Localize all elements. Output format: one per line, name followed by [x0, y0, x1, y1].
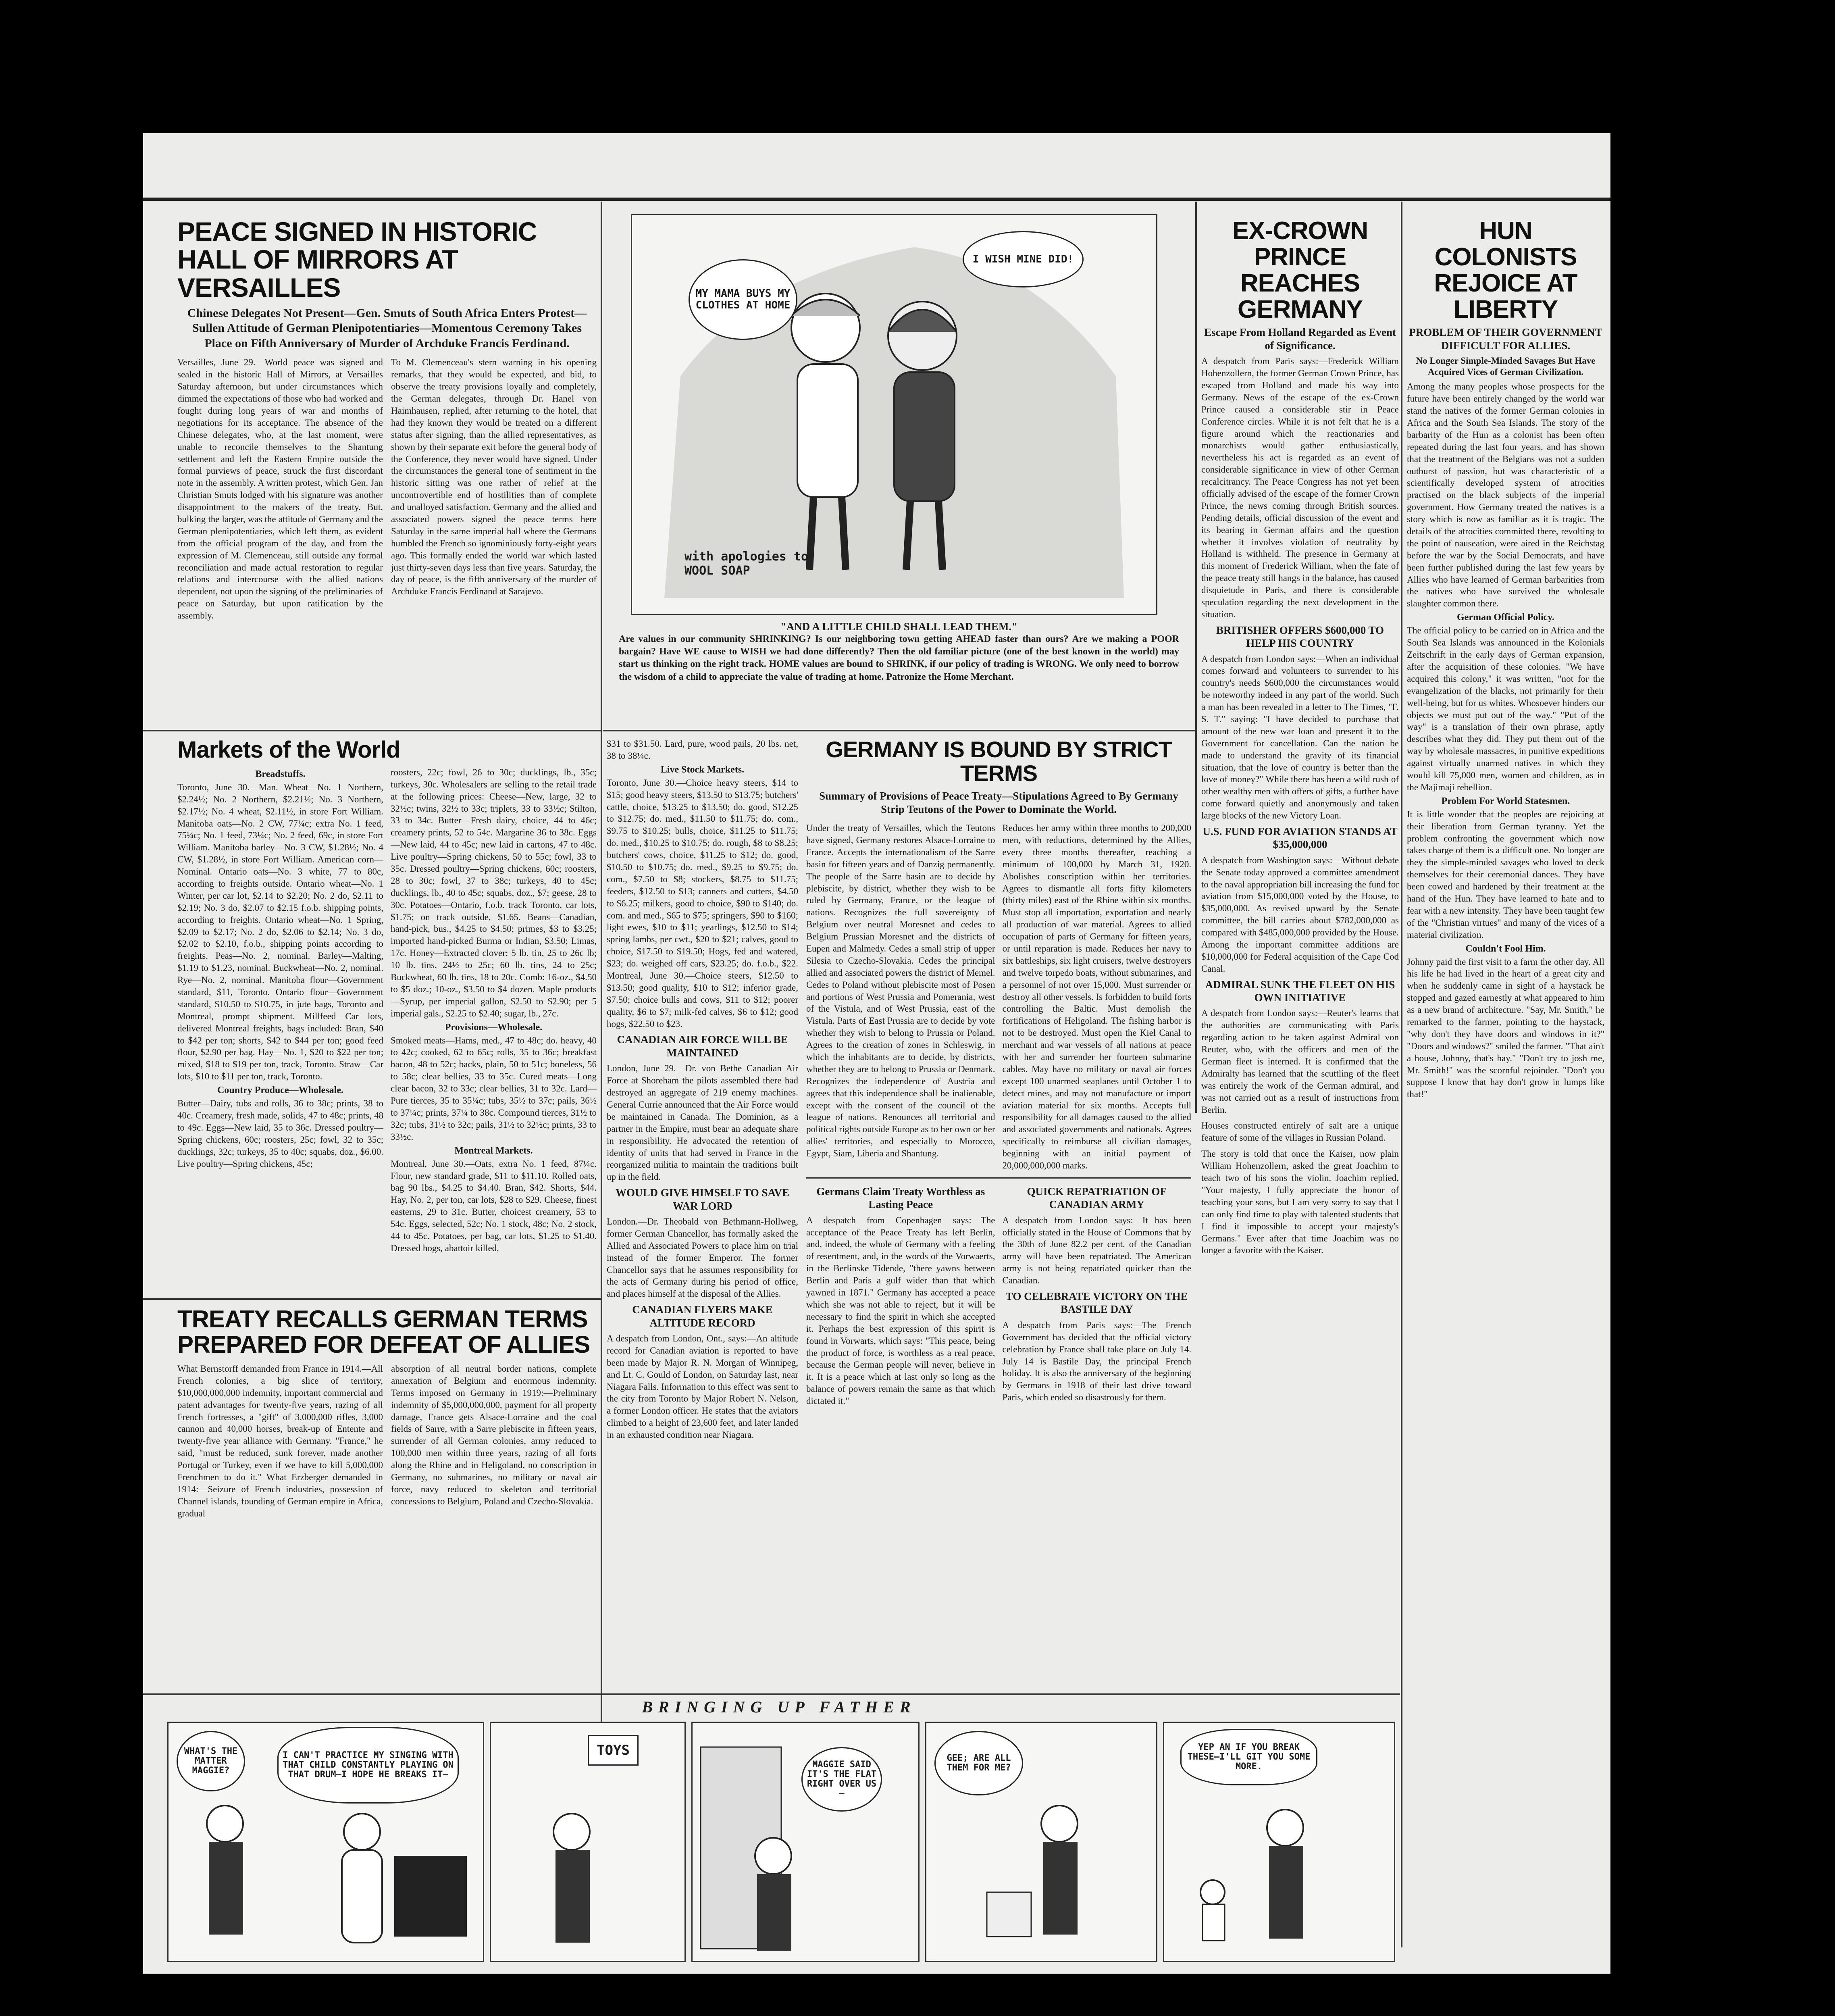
comic-panel-2 [490, 1722, 686, 1962]
breadstuffs-text: Toronto, June 30.—Man. Wheat—No. 1 Northern, $2.24½; No. 2 Northern, $2.21½; No. 3 Northern, $2.17½; No. 4 wheat, $2.11½, in store Fort William. Manitoba oats—No. 2 CW, 77¼c; extra No. 1 feed, 75¼c; No. 1 feed, 73¼c; No. 2 feed, 69c, in store Fort William. Manitoba barley—No. 3 CW, $1.28½; No. 4 CW, $1.28½, in store Fort William. American corn—Nominal. Ontario oats—No. 3 white, 77 to 80c, according to freights outside. Ontario wheat—No. 1 Winter, per car lot, $2.14 to $2.20; No. 2 do, $2.11 to $2.19; No. 3 do, $2.07 to $2.15 f.o.b. shipping points, according to freights. Ontario wheat—No. 1 Spring, $2.09 to $2.17; No. 2 do, $2.06 to $2.14; No. 3 do, $2.02 to $2.10, f.o.b., shipping points according to freights. Peas—No. 2, nominal. Barley—Malting, $1.19 to $1.23, nominal. Buckwheat—No. 2, nominal. Rye—No. 2, nominal. Manitoba flour—Government standard, $11, Toronto. Ontario flour—Government standard, $10.50 to $10.75, in jute bags, Toronto and Montreal, prompt shipment. Millfeed—Car lots, delivered Montreal freights, bags included: Bran, $40 to $42 per ton; shorts, $42 to $44 per ton; good feed flour, $2.90 per bag. Hay—No. 1, $20 to $22 per ton; mixed, $18 to $19 per ton, track, Toronto. Straw—Car lots, $10 to $11 per ton, track, Toronto. [177, 782, 383, 1082]
livestock-subhead: Live Stock Markets. [660, 764, 745, 775]
retail-text: roosters, 22c; fowl, 26 to 30c; ducklings, lb., 35c; turkeys, 30c. Wholesalers are selling to the retail trade at the following prices: Cheese—New, large, 32 to 32½c; twins, 32½ to 33c; triplets, 33 to 33½c; Stilton, 33 to 34c. Butter—Fresh dairy, choice, 44 to 46c; creamery prints, 52 to 54c. Margarine 36 to 38c. Eggs—New laid, 44 to 45c; new laid in cartons, 47 to 48c. Live poultry—Spring chickens, 50 to 55c; fowl, 33 to 35c. Dressed poultry—Spring chickens, 60c; roosters, 28 to 30c; fowl, 37 to 38c; turkeys, 40 to 45c; ducklings, lb., 40 to 45c; squabs, doz., $7; geese, 28 to 30c. Potatoes—Ontario, f.o.b. track Toronto, car lots, $1.75; on track outside, $1.65. Beans—Canadian, hand-pick, bus., $4.25 to $4.50; primes, $3 to $3.25; imported hand-picked Burma or Indian, $3.50; Limas, 17c. Honey—Extracted clover: 5 lb. tin, 25 to 26c lb; 10 lb. tins, 24½ to 25c; 60 lb. tins, 24 to 25c; Buckwheat, 60 lb. tins, 18 to 20c. Comb: 16-oz., $4.50 to $5 doz.; 10-oz., $3.50 to $4 dozen. Maple products—Syrup, per imperial gallon, $2.50 to $2.90; per 5 imperial gals., $2.25 to $2.40; sugar, lb., 27c. [391, 767, 597, 1018]
claim-text: A despatch from Copenhagen says:—The acceptance of the Peace Treaty has left Berlin, and, indeed, the whole of Germany with a feeling of resentment, and, in the words of the Vorwaerts, in the Berlinske Tidende, "there yawns between Berlin and Paris a gulf wider than that which yawned in 1871." Germany has accepted a peace which she was not able to reject, but it will be necessary to find the spirit in which she accepted it. Perhaps the best expression of this spirit is found in Vorwarts, which says: "This peace, being the product of force, is worthless as a real peace, because the German people will never, believe in it. It is a peace which at last only so long as the balance of powers remain the same as that which dictated it." [806, 1215, 995, 1406]
bastile-headline: TO CELEBRATE VICTORY ON THE BASTILE DAY [1005, 1290, 1188, 1316]
treaty-text-col2: absorption of all neutral border nations, complete annexation of Belgium and enormous indemnity. Terms imposed on Germany in 1919:—Preliminary indemnity of $5,000,000,000, payment for all property damage, France gets Alsace-Lorraine and the coal fields of Sarre, with a Sarre plebiscite in fifteen years, surrender of all German colonies, army reduced to 100,000 men within three years, razing of all forts along the Rhine and in Heligoland, no conscription in Germany, no submarines, no military or naval air force, navy reduced to skeleton and territorial concessions to Belgium, Poland and Czecho-Slovakia. [391, 1364, 597, 1506]
provisions-subhead: Provisions—Wholesale. [445, 1022, 543, 1033]
comic-panel-4 [925, 1722, 1157, 1962]
claim-headline: Germans Claim Treaty Worthless as Lasting Peace [816, 1185, 985, 1211]
peace-headline: PEACE SIGNED IN HISTORIC HALL OF MIRRORS AT VERSAILLES [177, 218, 537, 302]
salt-houses-text: Houses constructed entirely of salt are a unique feature of some of the villages in Russian Poland. [1201, 1120, 1399, 1143]
speech-bubble-left: MY MAMA BUYS MY CLOTHES AT HOME [689, 259, 797, 340]
strict-terms-left: Under the treaty of Versailles, which the Teutons have signed, Germany restores Alsace-Lorraine to France. Accepts the internationalism of the Sarre basin for fifteen years and of Danzig permanently. The people of the Sarre basin are to decide by plebiscite, by district, whether they wish to be ruled by Germany, France, or the league of nations. Recognizes the full sovereignty of Belgium over neutral Moresnet and cedes to Belgium Prussian Moresnet and the districts of Eupen and Malmedy. Cedes a small strip of upper Silesia to Czecho-Slovakia. Cedes the principal allied and associated powers the district of Memel. Cedes to Poland without plebiscite most of Posen and portions of West Prussia and Pomerania, west of the Vistula, and of West Prussia, east of the Vistula. Parts of East Prussia are to decide by vote whether they wish to belong to Prussia or Poland. Agrees to the creation of zones in Schleswig, in which the inhabitants are to decide, by districts, whether they are to belong to Prussia or Denmark. Recognizes the independence of Austria and agrees that this independence shall be inalienable, except with the consent of the council of the league of nations. Renounces all territorial and political rights outside Europe as to her own or her allies' territories, and especially to Morocco, Egypt, Siam, Liberia and Shantung. [806, 823, 995, 1159]
markets-article [177, 738, 597, 1294]
strict-terms-article [806, 738, 1191, 1689]
section-rule [143, 730, 601, 731]
flyers-text: A despatch from London, Ont., says:—An altitude record for Canadian aviation is reported to have been made by Major R. N. Morgan of Winnipeg, and Lt. C. Gould of London, on Saturday last, near Niagara Falls. Information to this effect was sent to the city from Toronto by Major Robert N. Nelson, a former London officer. He states that the aviators climbed to a height of 23,600 feet, and later landed in an exhausted condition near Niagara. [607, 1333, 798, 1440]
us-fund-text: A despatch from Washington says:—Without debate the Senate today approved a committee amendment to the naval appropriation bill increasing the fund for aviation from $15,000,000 voted by the House, to $35,000,000. As revised upward by the Senate committee, the bill carries about $782,000,000 as compared with $485,000,000 provided by the House. Among the important committee additions are $10,000,000 for Federal acquisition of the Cape Cod Canal. [1201, 855, 1399, 974]
speech-bubble-right: I WISH MINE DID! [963, 231, 1084, 287]
peace-deck: Chinese Delegates Not Present—Gen. Smuts of South Africa Enters Protest—Sullen Attitude of German Plenipotentiaries—Momentous Ceremony Takes Place on Fifth Anniversary of Murder of Archduke Francis Ferdinand. [187, 306, 587, 350]
repatriation-text: A despatch from London says:—It has been officially stated in the House of Commons that by the 30th of June 82.2 per cent. of the Canadian army will have been repatriated. The American army is not being repatriated quicker than the Canadian. [1002, 1215, 1191, 1286]
column-rule [1195, 202, 1197, 1113]
bastile-text: A despatch from Paris says:—The French Government has decided that the official victory celebration by France shall take place on July 14. July 14 is Bastile Day, the principal French holiday. It is also the anniversary of the beginning by Germans in 1918 of their last drive toward Paris, which ended so disastrously for them. [1002, 1320, 1191, 1403]
comic-figures-3 [693, 1723, 918, 1961]
problem-text: It is little wonder that the peoples are rejoicing at their liberation from German tyranny. Yet the problem confronting the government which now takes charge of them is a difficult one. No longer are they the simple-minded savages who loved to deck themselves for their ceremonial dances. They have been cowed and hardened by their treatment at the hand of the Hun. They have learned to hate and to fear with a new intensity. They have been taught few of the "Christian virtues" and many of the vices of a material civilization. [1407, 809, 1604, 940]
admiral-headline: ADMIRAL SUNK THE FLEET ON HIS OWN INITIATIVE [1205, 978, 1395, 1004]
repatriation-headline: QUICK REPATRIATION OF CANADIAN ARMY [1027, 1185, 1167, 1211]
column-rule [601, 202, 602, 1907]
treaty-text-col1: What Bernstorff demanded from France in 1914.—All French colonies, a big slice of territory, $10,000,000,000 indemnity, important commercial and patent advantages for twenty-five years, razing of all French fortresses, a "gift" of 3,000,000 rifles, 3,000 cannon and 40,000 horses, break-up of Entente and twenty-five year alliance with Germany. "France," he said, "must be reduced, sunk forever, made another Portugal or Turkey, even if we have to kill 5,000,000 Frenchmen to do it." What Erzberger demanded in 1914:—Seizure of French industries, possession of Channel islands, founding of German empire in Africa, gradual [177, 1364, 383, 1518]
treaty-article [177, 1306, 597, 1689]
crown-prince-deck: Escape From Holland Regarded as Event of Significance. [1204, 326, 1396, 352]
policy-subhead: German Official Policy. [1457, 612, 1554, 623]
hun-colonists-text: Among the many peoples whose prospects for the future have been entirely changed by the world war stand the natives of the former German colonies in Africa and the South Sea Islands. The story of the barbarity of the Hun as a colonist has been often repeated during the last four years, and has shown that the treatment of the Belgians was not a sudden outburst of passion, but was characteristic of a scientifically developed system of atrocities practised on the black subjects of the imperial government. How Germany treated the natives is a story which is now as familiar as it is tragic. The details of the atrocities committed there, revolting to the point of nauseation, were aired in the Reichstag before the war by the Social Democrats, and have been further published during the last few years by Allies who have learned of German barbarities from the natives who have survived the wholesale slaughter common there. [1407, 381, 1604, 609]
give-himself-headline: WOULD GIVE HIMSELF TO SAVE WAR LORD [615, 1187, 790, 1212]
admiral-text: A despatch from London says:—Reuter's learns that the authorities are communicating with Paris regarding action to be taken against Admiral von Reuter, who, with the officers and men of the German fleet is interned. It is confirmed that the Admiralty has learned that the scuttling of the fleet was entirely the work of the German admiral, and was not carried out as a result of instructions from Berlin. [1201, 1008, 1399, 1115]
policy-text: The official policy to be carried on in Africa and the South Sea Islands was announced in the Kolonials Zeitschrift in the early days of German expansion, after the acquisition of these colonies. "We have acquired this colony," it was written, "not for the evangelization of the blacks, not primarily for their well-being, but for us whites. Whosoever hinders our objects we must put out of the way." "Put of the way" is a translation of their own phrase, aptly describes what they did. They put them out of the way by wholesale massacres, in punitive expeditions against virtually unarmed natives in which they would kill 75,000 men, women and children, as in the Majimaji rebellion. [1407, 625, 1604, 792]
comic-panel-3 [691, 1722, 920, 1962]
lard-text: $31 to $31.50. Lard, pure, wood pails, 20 lbs. net, 38 to 38¼c. [607, 739, 798, 761]
comic-bubble-1a: WHAT'S THE MATTER MAGGIE? [177, 1731, 245, 1791]
provisions-text: Smoked meats—Hams, med., 47 to 48c; do. heavy, 40 to 42c; cooked, 62 to 65c; rolls, 35 to 36c; breakfast bacon, 48 to 52c; backs, plain, 50 to 51c; boneless, 56 to 58c; clear bellies, 33 to 35c. Cured meats—Long clear bacon, 32 to 33c; clear bellies, 31 to 32c. Lard—Pure tierces, 35 to 35¼c; tubs, 35½ to 37c; pails, 36½ to 37¼c; prints, 37¼ to 38c. Compound tierces, 31½ to 32c; tubs, 31½ to 32c; pails, 31½ to 32½c; prints, 33 to 33½c. [391, 1035, 597, 1142]
crown-prince-text: A despatch from Paris says:—Frederick William Hohenzollern, the former German Crown Prince, has escaped from Holland and made his way into Germany. News of the escape of the ex-Crown Prince caused a considerable stir in Peace Conference circles. While it is not felt that he is a figure around which the reactionaries and monarchists would gather enthusiastically, nevertheless his act is regarded as an event of considerable significance in view of other German recalcitrancy. The Peace Congress has not yet been officially advised of the escape of the former Crown Prince, the news coming through British sources. Pending details, official discussion of the event and its bearing in German affairs and the question whether it involves violation of neutrality by Holland is withheld. The presence in Germany at this moment of Frederick William, when the fate of the peace treaty still hangs in the balance, has caused disquietude in Paris, and there is considerable speculation regarding the next development in the situation. [1201, 356, 1399, 619]
comic-bubble-5: YEP AN IF YOU BREAK THESE—I'LL GIT YOU SOME MORE. [1180, 1729, 1317, 1785]
crown-prince-headline: EX-CROWN PRINCE REACHES GERMANY [1232, 218, 1368, 324]
us-fund-headline: U.S. FUND FOR AVIATION STANDS AT $35,000,000 [1203, 825, 1398, 851]
comic-title: BRINGING UP FATHER [642, 1698, 916, 1716]
cartoon-caption-title: "AND A LITTLE CHILD SHALL LEAD THEM." [780, 621, 1018, 633]
montreal-text: Montreal, June 30.—Oats, extra No. 1 feed, 87¼c. Flour, new standard grade, $11 to $11.10. Rolled oats, bag 90 lbs., $4.25 to $4.40. Bran, $42. Shorts, $44. Hay, No. 2, per ton, car lots, $28 to $29. Cheese, finest easterns, 29 to 31c. Butter, choicest creamery, 53 to 54c. Eggs, selected, 52c; No. 1 stock, 48c; No. 2 stock, 44 to 45c. Potatoes, per bag, car lots, $1.25 to $1.40. Dressed hogs, abattoir killed, [391, 1158, 597, 1253]
section-rule [603, 730, 1195, 731]
strict-terms-right: Reduces her army within three months to 200,000 men, with reductions, determined by the Allies, every three months thereafter, reaching a minimum of 100,000 by March 31, 1920. Abolishes conscription within her territories. Agrees to dismantle all forts fifty kilometers (thirty miles) east of the Rhine within six months. Must stop all importation, exportation and nearly all production of war material. Agrees to allied occupation of parts of Germany for fifteen years, or until reparation is made. Reduces her navy to six battleships, six light cruisers, twelve destroyers and twelve torpedo boats, without submarines, and a personnel of not over 15,000. Must surrender or destroy all other vessels. Is forbidden to build forts controlling the Baltic. Must demolish the fortifications of Heligoland. The fishing harbor is not to be destroyed. Must open the Kiel Canal to merchant and war vessels of all nations at peace with her and surrender her fourteen submarine cables. May have no military or naval air forces except 100 unarmed seaplanes until October 1 to detect mines, and may not manufacture or import aviation material for six months. Accepts full responsibility for all damages caused to the allied and associated governments and nationals. Agrees specifically to reimburse all civilian damages, beginning with an initial payment of 20,000,000,000 marks. [1002, 823, 1191, 1171]
newspaper-page [143, 133, 1610, 1974]
flyers-headline: CANADIAN FLYERS MAKE ALTITUDE RECORD [632, 1304, 773, 1329]
fool-subhead: Couldn't Fool Him. [1465, 943, 1546, 954]
produce-text: Butter—Dairy, tubs and rolls, 36 to 38c; prints, 38 to 40c. Creamery, fresh made, solids, 47 to 48c; prints, 48 to 49c. Eggs—New laid, 35 to 36c. Dressed poultry—Spring chickens, 60c; roosters, 25c; fowl, 32 to 35c; ducklings, 32c; turkeys, 35 to 40c; squabs, doz., $6.00. Live poultry—Spring chickens, 45c; [177, 1098, 383, 1169]
air-force-headline: CANADIAN AIR FORCE WILL BE MAINTAINED [617, 1033, 788, 1059]
comic-strip [159, 1697, 1399, 1964]
comic-panel-1 [167, 1722, 484, 1962]
give-himself-text: London.—Dr. Theobald von Bethmann-Hollweg, former German Chancellor, has formally asked the Allied and Associated Powers to place him on trial instead of the former Emperor. The former Chancellor says that he assumes responsibility for the acts of Germany during his period of office, and places himself at the disposal of the Allies. [607, 1216, 798, 1299]
comic-bubble-3: MAGGIE SAID IT'S THE FLAT RIGHT OVER US— [801, 1747, 882, 1812]
air-force-text: London, June 29.—Dr. von Bethe Canadian Air Force at Shoreham the pilots assembled there had destroyed an aggregate of 219 enemy machines. General Currie announced that the Air Force would be maintained in Canada. The Dominion, as a partner in the Empire, must bear an adequate share in responsibility. He advocated the retention of identity of units that had served in France in the reorganized militia to maintain the traditions built up in the field. [607, 1063, 798, 1182]
cartoon-illustration [631, 214, 1157, 615]
strict-terms-headline: GERMANY IS BOUND BY STRICT TERMS [826, 738, 1172, 786]
hun-colonists-column [1407, 218, 1604, 1951]
treaty-headline: TREATY RECALLS GERMAN TERMS PREPARED FOR DEFEAT OF ALLIES [177, 1306, 590, 1358]
crown-prince-column [1201, 218, 1399, 1903]
livestock-text: Toronto, June 30.—Choice heavy steers, $14 to $15; good heavy steers, $13.50 to $13.75; butchers' cattle, choice, $13.25 to $13.50; do. good, $12.25 to $12.75; do. med., $11.50 to $11.75; do. com., $9.75 to $10.25; bulls, choice, $11.25 to $11.75; do. med., $10.25 to $10.75; do. rough, $8 to $8.25; butchers' cows, choice, $11.25 to $12; do. good, $10.50 to $10.75; do. med., $9.25 to $9.75; do. com., $7.50 to $8; stockers, $8.75 to $11.75; feeders, $12.50 to $13; canners and cutters, $4.50 to $6.25; milkers, good to choice, $90 to $140; do. com. and med., $65 to $75; springers, $90 to $160; light ewes, $10 to $11; yearlings, $12.50 to $14; spring lambs, per cwt., $20 to $21; calves, good to choice, $17.50 to $19.50; Hogs, fed and watered, $23; do. weighed off cars, $23.25; do. f.o.b., $22. Montreal, June 30.—Choice steers, $12.50 to $13.50; good quality, $10 to $12; inferior grade, $7.50; choice bulls and cows, $11 to $12; poorer quality, $6 to $7; milk-fed calves, $6 to $12; good hogs, $22.50 to $23. [607, 777, 798, 1029]
top-rule [143, 198, 1610, 201]
comic-figures-5 [1164, 1723, 1394, 1961]
livestock-column [607, 738, 798, 1689]
comic-figures-2 [491, 1723, 684, 1961]
hun-colonists-deck: PROBLEM OF THEIR GOVERNMENT DIFFICULT FOR ALLIES. [1409, 326, 1602, 352]
section-rule [143, 1298, 601, 1300]
britisher-text: A despatch from London says:—When an individual comes forward and volunteers to surrender to his country's needs $600,000 the circumstances would be noteworthy indeed in any part of the world. Such a man has been revealed in a letter to The Times, "F. S. T." saying: "I have decided to purchase that amount of the new war loan and present it to the Government for cancellation. Can the nation be made to understand the gravity of its financial situation, that the love of country is better than the love of money?" While there has been a wild rush of other wealthy men with offers of gifts, a further have come forward quietly and anonymously and taken large blocks of the new Victory Loan. [1201, 654, 1399, 821]
markets-headline: Markets of the World [177, 738, 400, 763]
fool-text: Johnny paid the first visit to a farm the other day. All his life he had lived in the heart of a great city and when he suddenly came in sight of a haystack he stopped and gazed earnestly at what appeared to him as a new brand of architecture. "Say, Mr. Smith," he remarked to the farmer, pointing to the haystack, "why don't they have doors and windows in it?" "Doors and windows?" smiled the farmer. "That ain't a house, Johnny, that's hay." "Don't try to josh me, Mr. Smith!" was the scornful rejoinder. "Don't you suppose I know that hay don't grow in lumps like that!" [1407, 956, 1604, 1100]
comic-bubble-4: GEE; ARE ALL THEM FOR ME? [934, 1731, 1023, 1795]
hun-colonists-headline: HUN COLONISTS REJOICE AT LIBERTY [1434, 218, 1577, 324]
cartoon-credit: with apologies to WOOL SOAP [684, 550, 809, 578]
britisher-headline: BRITISHER OFFERS $600,000 TO HELP HIS COUNTRY [1216, 624, 1384, 650]
comic-figures-4 [926, 1723, 1156, 1961]
joachim-story-text: The story is told that once the Kaiser, now plain William Hohenzollern, asked the great Joachim to teach two of his sons the violin. Joachim replied, "Your majesty, I fully appreciate the honor of teaching your sons, but I am very sorry to say that I can only find time to play with talented students that I find it impossible to accept your majesty's Germans." Ever after that time Joachim was no longer a favorite with the Kaiser. [1201, 1149, 1399, 1256]
toys-sign: TOYS [588, 1735, 639, 1766]
comic-bubble-1b: I CAN'T PRACTICE MY SINGING WITH THAT CHILD CONSTANTLY PLAYING ON THAT DRUM—I HOPE HE BREAKS IT— [277, 1727, 459, 1804]
peace-text-col1: Versailles, June 29.—World peace was signed and sealed in the historic Hall of Mirrors, at Versailles Saturday afternoon, but under circumstances which dimmed the expectations of those who had worked and fought during long years of war and months of negotiations for its acceptance. The absence of the Chinese delegates, who, at the last moment, were unable to reconcile themselves to the Shantung settlement and left the Eastern Empire outside the formal purviews of peace, struck the first discordant note in the assembly. A written protest, which Gen. Jan Christian Smuts lodged with his signature was another disappointment to the makers of the treaty. But, bulking the larger, was the attitude of Germany and the German plenipotentiaries, which left them, as evident from the official program of the day, and from the expression of M. Clemenceau, still outside any formal reconciliation and made actual restoration to regular relations and intercourse with the allied nations dependent, not upon the signing of the preliminaries of peace on Saturday, but upon ratification by the assembly. [177, 357, 383, 621]
cartoon-caption: Are values in our community SHRINKING? Is our neighboring town getting AHEAD faster than ours? Are we making a POOR bargain? Have WE cause to WISH we had done differently? Then the old familiar picture (one of the best known in the world) may start us thinking on the right track. HOME values are bound to SHRINK, if our policy of trading is WRONG. We only need to borrow the wisdom of a child to appreciate the value of trading at home. Patronize the Home Merchant. [619, 634, 1179, 682]
cartoon-section [607, 210, 1191, 726]
strict-terms-deck: Summary of Provisions of Peace Treaty—Stipulations Agreed to By Germany Strip Teutons of the Power to Dominate the World. [819, 789, 1178, 816]
column-rule [1401, 202, 1402, 1947]
breadstuffs-subhead: Breadstuffs. [255, 768, 306, 779]
peace-text-col2: To M. Clemenceau's stern warning in his opening remarks, that they would be expected, and bid, to observe the treaty provisions loyally and completely, the German delegates, through Dr. Hanel von Haimhausen, replied, after returning to the hotel, that had they known they would be treated on a different status after signing, than the allied representatives, as shown by their separate exit before the general body of the Conference, they never would have signed. Under the circumstances the general tone of sentiment in the historic sitting was one rather of relief at the uncontrovertible end of hostilities than of complete and unalloyed satisfaction. Germany and the allied and associated powers signed the peace terms here Saturday in the same imperial hall where the Germans humbled the French so ignominiously forty-eight years ago. This formally ended the world war which lasted just thirty-seven days less than five years. Saturday, the day of peace, is the fifth anniversary of the murder of Archduke Francis Ferdinand at Sarajevo. [391, 357, 597, 597]
comic-figures-1 [169, 1723, 483, 1961]
comic-panel-5 [1163, 1722, 1395, 1962]
peace-article [177, 218, 597, 726]
produce-subhead: Country Produce—Wholesale. [217, 1085, 343, 1096]
hun-colonists-subdeck: No Longer Simple-Minded Savages But Have Acquired Vices of German Civilization. [1416, 356, 1596, 377]
problem-subhead: Problem For World Statesmen. [1441, 796, 1570, 806]
montreal-subhead: Montreal Markets. [454, 1145, 533, 1156]
